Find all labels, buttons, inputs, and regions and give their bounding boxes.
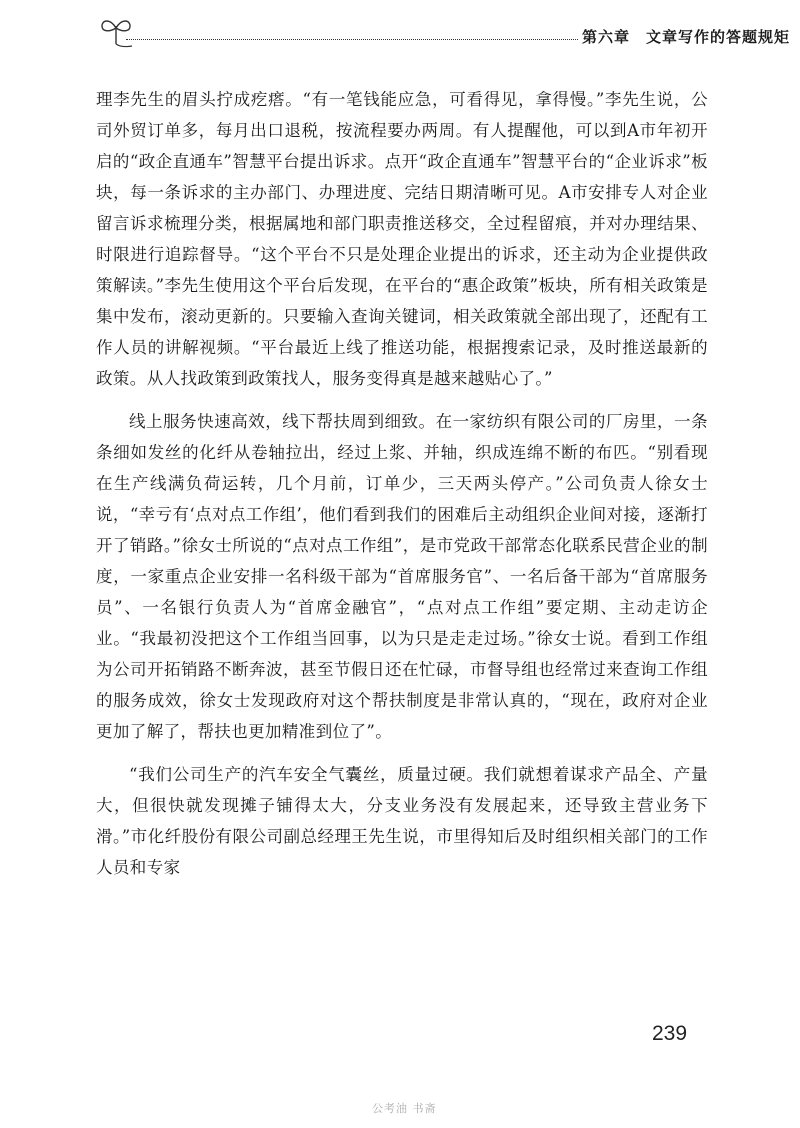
sprout-icon bbox=[96, 14, 136, 50]
chapter-title: 第六章 文章写作的答题规矩 bbox=[582, 28, 791, 46]
header-divider bbox=[126, 39, 578, 40]
paragraph: 理李先生的眉头拧成疙瘩。“有一笔钱能应急，可看得见，拿得慢。”李先生说，公司外贸订单多，每月出口退税，按流程要办两周。有人提醒他，可以到A市年初开启的“政企直通车”智慧平台提出诉求。点开“政企直通车”智慧平台的“企业诉求”板块，每一条诉求的主办部门、办理进度、完结日期清晰可见。A市安排专人对企业留言诉求梳理分类，根据属地和部门职责推送移交，全过程留痕，并对办理结果、时限进行追踪督导。“这个平台不只是处理企业提出的诉求，还主动为企业提供政策解读。”李先生使用这个平台后发现，在平台的“惠企政策”板块，所有相关政策是集中发布，滚动更新的。只要输入查询关键词，相关政策就全部出现了，还配有工作人员的讲解视频。“平台最近上线了推送功能，根据搜索记录，及时推送最新的政策。从人找政策到政策找人，服务变得真是越来越贴心了。” bbox=[96, 90, 708, 388]
body-text bbox=[96, 84, 708, 883]
paragraph: “我们公司生产的汽车安全气囊丝，质量过硬。我们就想着谋求产品全、产量大，但很快就发现摊子铺得太大，分支业务没有发展起来，还导致主营业务下滑。”市化纤股份有限公司副总经理王先生说，市里得知后及时组织相关部门的工作人员和专家 bbox=[96, 765, 708, 877]
scan-stamp: 公考油 书斋 bbox=[372, 1102, 437, 1115]
page-header bbox=[96, 14, 791, 54]
paragraph: 线上服务快速高效，线下帮扶周到细致。在一家纺织有限公司的厂房里，一条条细如发丝的化纤从卷轴拉出，经过上浆、并轴，织成连绵不断的布匹。“别看现在生产线满负荷运转，几个月前，订单少，三天两头停产。”公司负责人徐女士说，“幸亏有‘点对点工作组’，他们看到我们的困难后主动组织企业间对接，逐渐打开了销路。”徐女士所说的“点对点工作组”，是市党政干部常态化联系民营企业的制度，一家重点企业安排一名科级干部为“首席服务官”、一名后备干部为“首席服务员”、一名银行负责人为“首席金融官”，“点对点工作组”要定期、主动走访企业。“我最初没把这个工作组当回事，以为只是走走过场。”徐女士说。看到工作组为公司开拓销路不断奔波，甚至节假日还在忙碌，市督导组也经常过来查询工作组的服务成效，徐女士发现政府对这个帮扶制度是非常认真的，“现在，政府对企业更加了解了，帮扶也更加精准到位了”。 bbox=[96, 412, 708, 741]
page-number: 239 bbox=[652, 1022, 688, 1045]
